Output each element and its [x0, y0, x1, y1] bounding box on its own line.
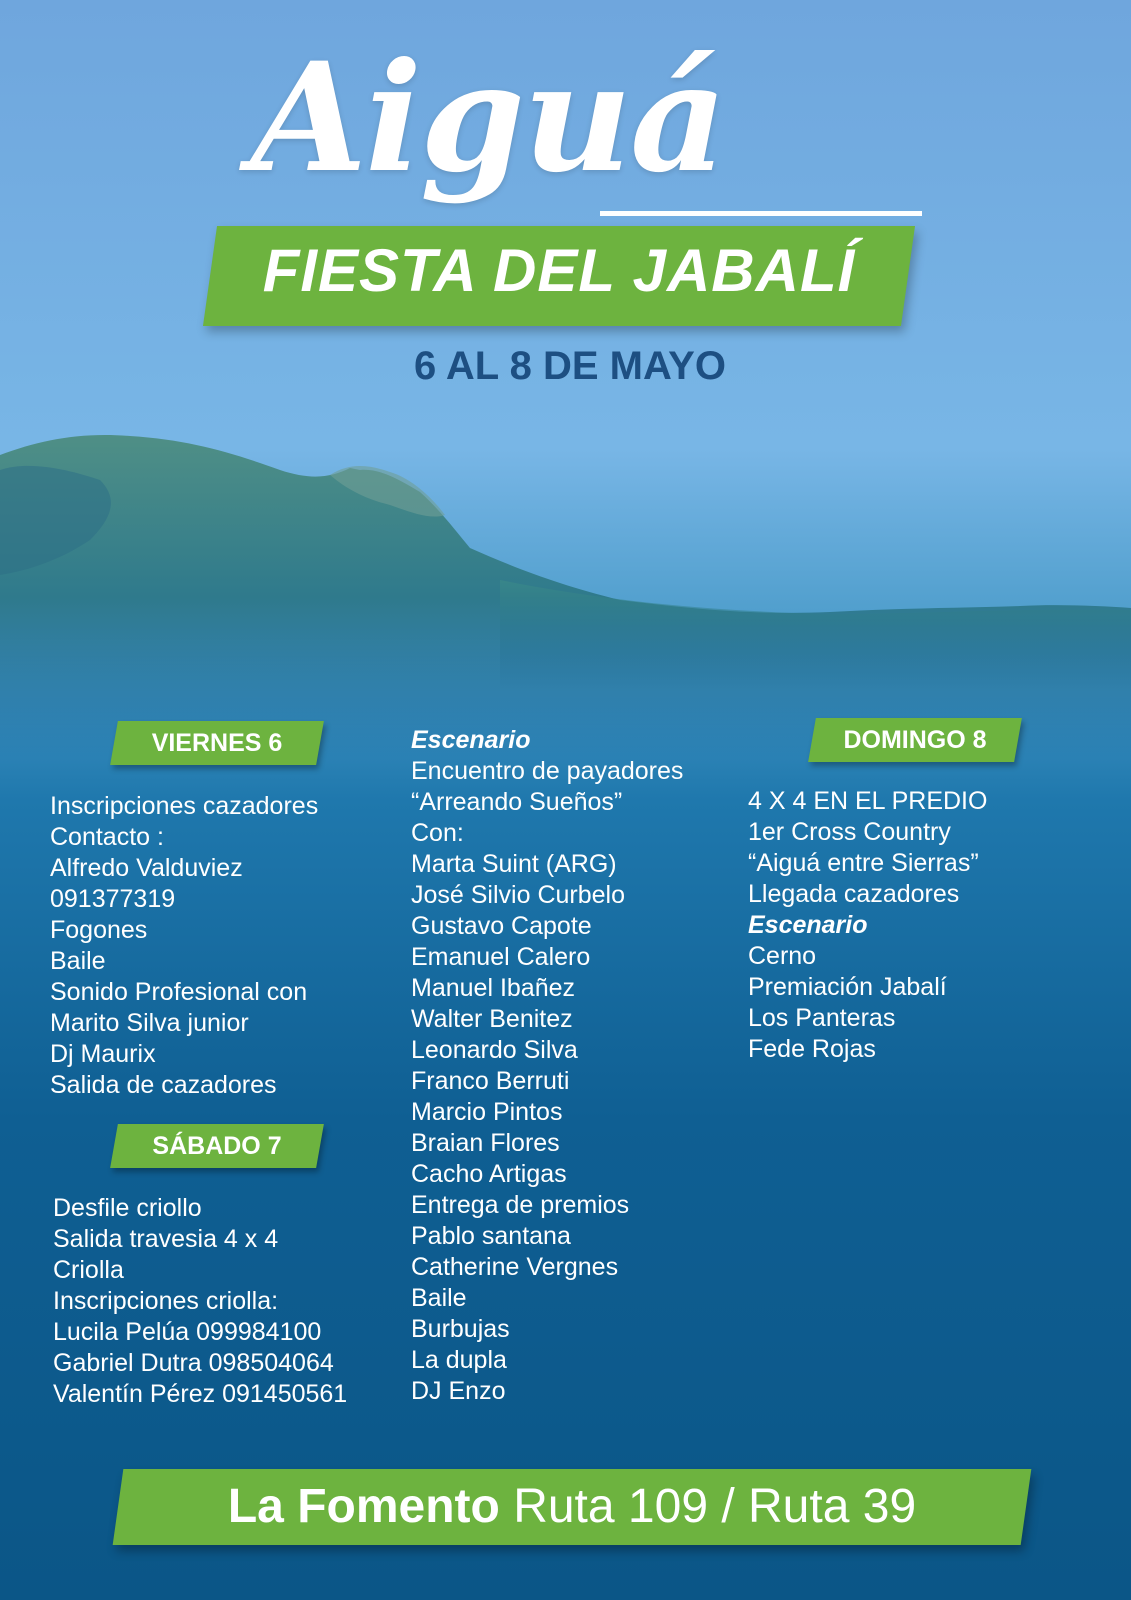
- list-item: Inscripciones cazadores: [50, 792, 319, 820]
- list-item: 1er Cross Country: [748, 818, 951, 846]
- list-item: Salida de cazadores: [50, 1071, 277, 1099]
- domingo-list: [748, 786, 987, 1065]
- domingo-escenario-heading: Escenario: [748, 911, 868, 939]
- list-item: Encuentro de payadores: [411, 757, 684, 785]
- list-item: “Arreando Sueños”: [411, 788, 623, 816]
- list-item: Franco Berruti: [411, 1067, 570, 1095]
- footer-routes: Ruta 109 / Ruta 39: [499, 1480, 917, 1533]
- footer-location: [118, 1474, 1026, 1540]
- list-item: Leonardo Silva: [411, 1036, 578, 1064]
- title-underline: [600, 211, 922, 216]
- list-item: Lucila Pelúa 099984100: [53, 1318, 322, 1346]
- sabado-list: [53, 1193, 347, 1410]
- list-item: Marito Silva junior: [50, 1009, 249, 1037]
- list-item: 091377319: [50, 885, 176, 913]
- list-item: La dupla: [411, 1346, 507, 1374]
- list-item: Contacto :: [50, 823, 164, 851]
- list-item: Cerno: [748, 942, 817, 970]
- list-item: Braian Flores: [411, 1129, 560, 1157]
- viernes-list: [50, 791, 318, 1101]
- list-item: Sonido Profesional con: [50, 978, 308, 1006]
- list-item: Con:: [411, 819, 464, 847]
- list-item: Dj Maurix: [50, 1040, 156, 1068]
- list-item: Marta Suint (ARG): [411, 850, 617, 878]
- list-item: Catherine Vergnes: [411, 1253, 619, 1281]
- list-item: Valentín Pérez 091450561: [53, 1380, 348, 1408]
- sabado-tag: SÁBADO 7: [152, 1132, 282, 1160]
- title-fiesta-del-jabali: FIESTA DEL JABALÍ: [262, 237, 856, 304]
- list-item: Fede Rojas: [748, 1035, 876, 1063]
- list-item: Baile: [50, 947, 106, 975]
- list-item: Baile: [411, 1284, 467, 1312]
- list-item: Pablo santana: [411, 1222, 571, 1250]
- list-item: Criolla: [53, 1256, 124, 1284]
- list-item: Salida travesia 4 x 4: [53, 1225, 279, 1253]
- list-item: Manuel Ibañez: [411, 974, 576, 1002]
- title-aigua: Aiguá: [250, 30, 726, 206]
- list-item: Premiación Jabalí: [748, 973, 947, 1001]
- viernes-tag: VIERNES 6: [151, 729, 283, 757]
- list-item: Los Panteras: [748, 1004, 896, 1032]
- list-item: Alfredo Valduviez: [50, 854, 243, 882]
- list-item: Inscripciones criolla:: [53, 1287, 279, 1315]
- list-item: Fogones: [50, 916, 148, 944]
- list-item: DJ Enzo: [411, 1377, 506, 1405]
- list-item: Cacho Artigas: [411, 1160, 567, 1188]
- list-item: Marcio Pintos: [411, 1098, 563, 1126]
- domingo-tag: DOMINGO 8: [843, 726, 987, 754]
- escenario-heading: Escenario: [411, 726, 531, 754]
- list-item: Llegada cazadores: [748, 880, 960, 908]
- list-item: Burbujas: [411, 1315, 510, 1343]
- list-item: Desfile criollo: [53, 1194, 202, 1222]
- list-item: “Aiguá entre Sierras”: [748, 849, 979, 877]
- list-item: Walter Benitez: [411, 1005, 573, 1033]
- list-item: 4 X 4 EN EL PREDIO: [748, 787, 988, 815]
- list-item: Emanuel Calero: [411, 943, 591, 971]
- list-item: Gustavo Capote: [411, 912, 592, 940]
- list-item: José Silvio Curbelo: [411, 881, 625, 909]
- list-item: Gabriel Dutra 098504064: [53, 1349, 334, 1377]
- footer-venue: La Fomento: [227, 1480, 500, 1533]
- list-item: Entrega de premios: [411, 1191, 630, 1219]
- event-dates: 6 AL 8 DE MAYO: [414, 344, 726, 388]
- escenario-list: [411, 725, 683, 1407]
